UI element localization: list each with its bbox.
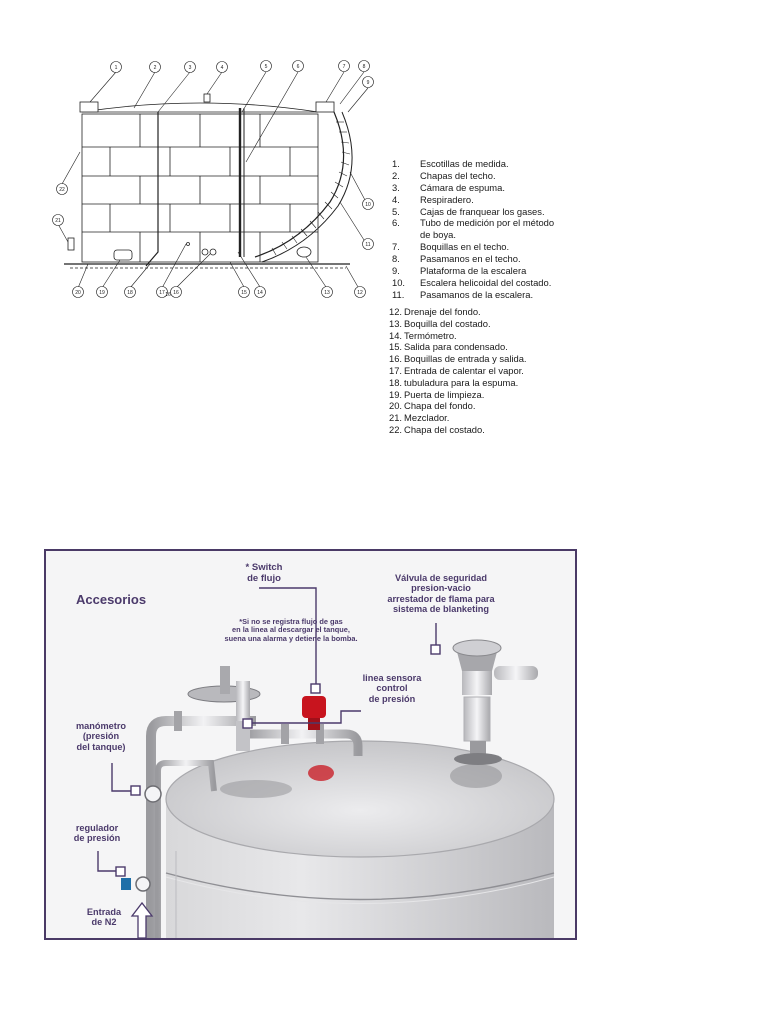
sensor-line-label: linea sensora control de presión	[362, 673, 422, 704]
legend-text: Chapa del fondo.	[404, 400, 476, 412]
legend-number: 3.	[392, 181, 400, 193]
foam-tube	[146, 112, 158, 266]
callout-2: 2	[153, 64, 157, 71]
legend-number: 18.	[389, 376, 403, 388]
legend-number: 11.	[392, 288, 405, 300]
legend-number: 5.	[392, 205, 400, 217]
legend-item	[389, 306, 527, 318]
legend-number: 10.	[392, 276, 406, 288]
n2-inlet-label: Entrada de N2	[86, 907, 122, 928]
legend-text: Respiradero.	[420, 193, 474, 205]
callout-13: 13	[324, 289, 330, 296]
callout-7: 7	[342, 63, 346, 70]
legend-text: Boquillas de entrada y salida.	[404, 353, 527, 365]
callout-19: 19	[99, 289, 105, 296]
tank-roof	[82, 103, 318, 112]
legend-item	[389, 318, 527, 330]
legend-item	[389, 377, 527, 389]
legend-text: Tubo de medición por el método	[420, 217, 555, 229]
legend-number: 7.	[392, 241, 400, 253]
legend-text: Boquillas en el techo.	[420, 241, 510, 253]
callout-21: 21	[55, 217, 61, 224]
legend-item	[389, 424, 527, 436]
callout-12: 12	[357, 289, 363, 296]
legend-number: 1.	[392, 158, 400, 169]
legend-number: 14.	[389, 329, 403, 341]
callout-3: 3	[188, 64, 192, 71]
legend-item	[389, 389, 527, 401]
callout-18: 18	[127, 289, 133, 296]
mixer	[68, 238, 74, 250]
legend-text: Escalera helicoidal del costado.	[420, 276, 552, 288]
vent	[204, 94, 210, 102]
callout-10: 10	[365, 201, 371, 208]
gauge-hatch-right	[316, 102, 334, 112]
legend-number: 17.	[389, 364, 403, 376]
legend-item	[389, 400, 527, 412]
callout-16: 16	[165, 291, 171, 298]
legend-number: 4.	[392, 193, 400, 205]
legend-text: Mezclador.	[404, 412, 450, 424]
legend-item	[389, 341, 527, 353]
legend-number: 21.	[389, 412, 403, 424]
legend-text: Puerta de limpieza.	[404, 388, 485, 400]
flow-switch-label: * Switch de flujo	[245, 562, 283, 584]
legend-text: Cámara de espuma.	[420, 181, 505, 193]
callout-15: 15	[241, 289, 247, 296]
legend-text: Termómetro.	[404, 329, 457, 341]
legend-list-lower	[389, 306, 527, 436]
legend-text: Plataforma de la escalera	[420, 265, 527, 277]
legend-number: 15.	[389, 341, 403, 353]
legend-text: Salida para condensado.	[404, 341, 508, 353]
side-nozzle	[297, 247, 311, 257]
legend-number: 12.	[389, 306, 403, 317]
legend-number: 9.	[392, 265, 400, 277]
legend-text: Chapas del techo.	[420, 169, 496, 181]
callout-22: 22	[59, 186, 65, 193]
legend-text-continued: de boya.	[420, 229, 456, 241]
legend-text: Pasamanos en el techo.	[420, 253, 521, 265]
callout-17: 17	[159, 289, 165, 296]
flange-red	[308, 765, 334, 781]
legend-text: Chapa del costado.	[404, 423, 485, 435]
legend-number: 22.	[389, 423, 403, 435]
callout-16: 16	[173, 289, 179, 296]
legend-text: Drenaje del fondo.	[404, 306, 481, 317]
callout-1: 1	[114, 64, 118, 71]
cleanout-door	[114, 250, 132, 260]
legend-item	[389, 365, 527, 377]
callout-8: 8	[362, 63, 366, 70]
legend-number: 6.	[392, 217, 400, 229]
legend-number: 19.	[389, 388, 403, 400]
regulator-label: regulador de presión	[73, 823, 121, 844]
callout-6: 6	[296, 63, 300, 70]
callout-9: 9	[366, 79, 370, 86]
legend-text: Pasamanos de la escalera.	[420, 288, 534, 300]
flow-switch	[302, 696, 326, 718]
callout-11: 11	[365, 241, 371, 248]
legend-text: Escotillas de medida.	[420, 158, 509, 169]
accessories-title: Accesorios	[76, 592, 147, 607]
legend-item	[389, 330, 527, 342]
accessories-panel	[44, 549, 577, 940]
legend-number: 16.	[389, 353, 403, 365]
gauge-hatch-left	[80, 102, 98, 112]
callout-14: 14	[257, 289, 263, 296]
helical-stair	[255, 112, 344, 257]
manometer-label: manómetro (presión del tanque)	[75, 721, 127, 752]
callout-5: 5	[264, 63, 268, 70]
safety-valve-label: Válvula de seguridad presion-vacio arrestador de flama para sistema de blanketing	[387, 573, 495, 615]
legend-number: 13.	[389, 317, 403, 329]
legend-text: Boquilla del costado.	[404, 317, 491, 329]
legend-item	[389, 412, 527, 424]
storage-tank-diagram	[50, 52, 380, 310]
legend-text: Cajas de franquear los gases.	[420, 205, 545, 217]
safety-valve	[453, 640, 538, 765]
legend-text: tubuladura para la espuma.	[404, 376, 519, 388]
pressure-gauge	[145, 786, 161, 802]
legend-item	[389, 353, 527, 365]
callout-4: 4	[220, 64, 224, 71]
legend-text: Entrada de calentar el vapor.	[404, 364, 524, 376]
pressure-regulator	[121, 878, 131, 890]
callout-20: 20	[75, 289, 81, 296]
legend-number: 8.	[392, 253, 400, 265]
legend-number: 2.	[392, 169, 400, 181]
legend-number: 20.	[389, 400, 403, 412]
flow-switch-note: *Si no se registra flujo de gas en la linea al descargar el tanque, suena una alarma y detiene la bomba.	[224, 617, 358, 643]
